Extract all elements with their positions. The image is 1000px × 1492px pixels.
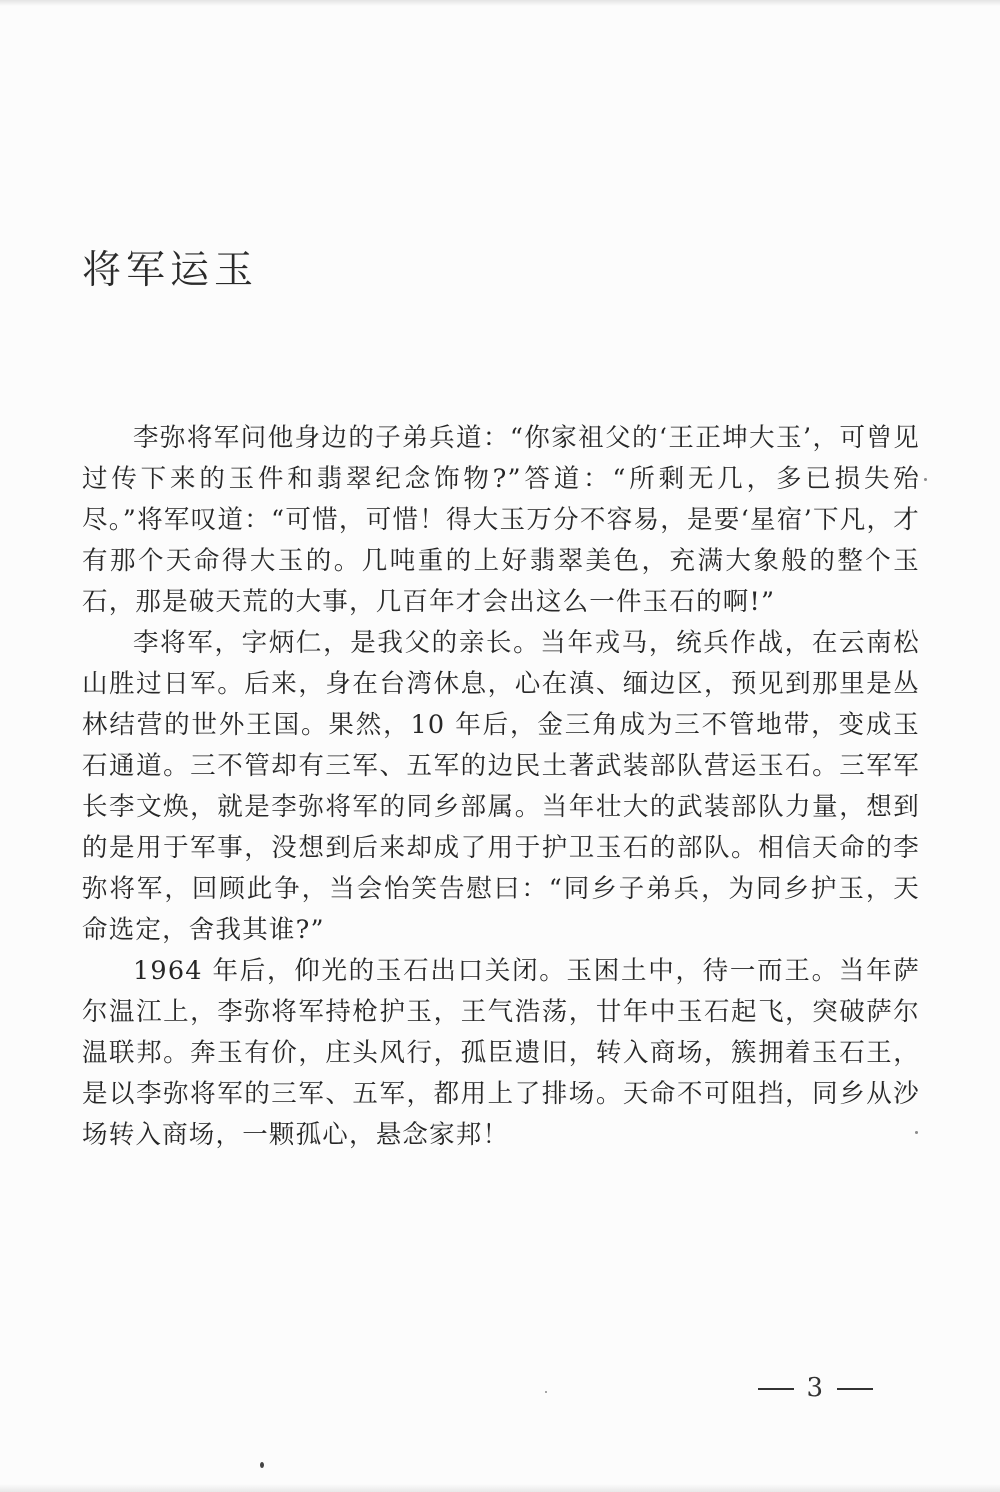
page-number-value: 3 — [806, 1373, 825, 1403]
scan-speck — [915, 1131, 918, 1134]
scan-edge-bottom — [0, 1484, 1000, 1492]
page-number-dash-left — [758, 1388, 794, 1390]
paragraph-1: 李弥将军问他身边的子弟兵道：“你家祖父的‘王正坤大玉’，可曾见过传下来的玉件和翡翠纪念饰物?”答道：“所剩无几，多已损失殆尽。”将军叹道：“可惜，可惜！得大玉万分不容易，是要‘星宿’下凡，才有那个天命得大玉的。几吨重的上好翡翠美色，充满大象般的整个玉石，那是破天荒的大事，几百年才会出这么一件玉石的啊!” — [82, 423, 920, 617]
scan-speck — [260, 1462, 264, 1468]
body-text — [82, 418, 920, 1156]
paragraph-3: 1964 年后，仰光的玉石出口关闭。玉困土中，待一而王。当年萨尔温江上，李弥将军持枪护玉，王气浩荡，廿年中玉石起飞，突破萨尔温联邦。奔玉有价，庄头风行，孤臣遗旧，转入商场，簇拥着玉石王，是以李弥将军的三军、五军，都用上了排场。天命不可阻挡，同乡从沙场转入商场，一颗孤心，悬念家邦！ — [82, 956, 920, 1150]
scan-speck — [545, 1391, 547, 1393]
page-number — [0, 1370, 885, 1406]
page-number-dash-right — [837, 1388, 873, 1390]
paragraph-2: 李将军，字炳仁，是我父的亲长。当年戎马，统兵作战，在云南松山胜过日军。后来，身在台湾休息，心在滇、缅边区，预见到那里是丛林结营的世外王国。果然，10 年后，金三角成为三不管地带，变成玉石通道。三不管却有三军、五军的边民土著武装部队营运玉石。三军军长李文焕，就是李弥将军的同乡部属。当年壮大的武装部队力量，想到的是用于军事，没想到后来却成了用于护卫玉石的部队。相信天命的李弥将军，回顾此争，当会怡笑告慰曰：“同乡子弟兵，为同乡护玉，天命选定，舍我其谁?” — [82, 628, 920, 945]
scan-edge-top — [0, 0, 1000, 6]
chapter-title: 将军运玉 — [82, 248, 259, 293]
scan-speck — [924, 478, 927, 481]
